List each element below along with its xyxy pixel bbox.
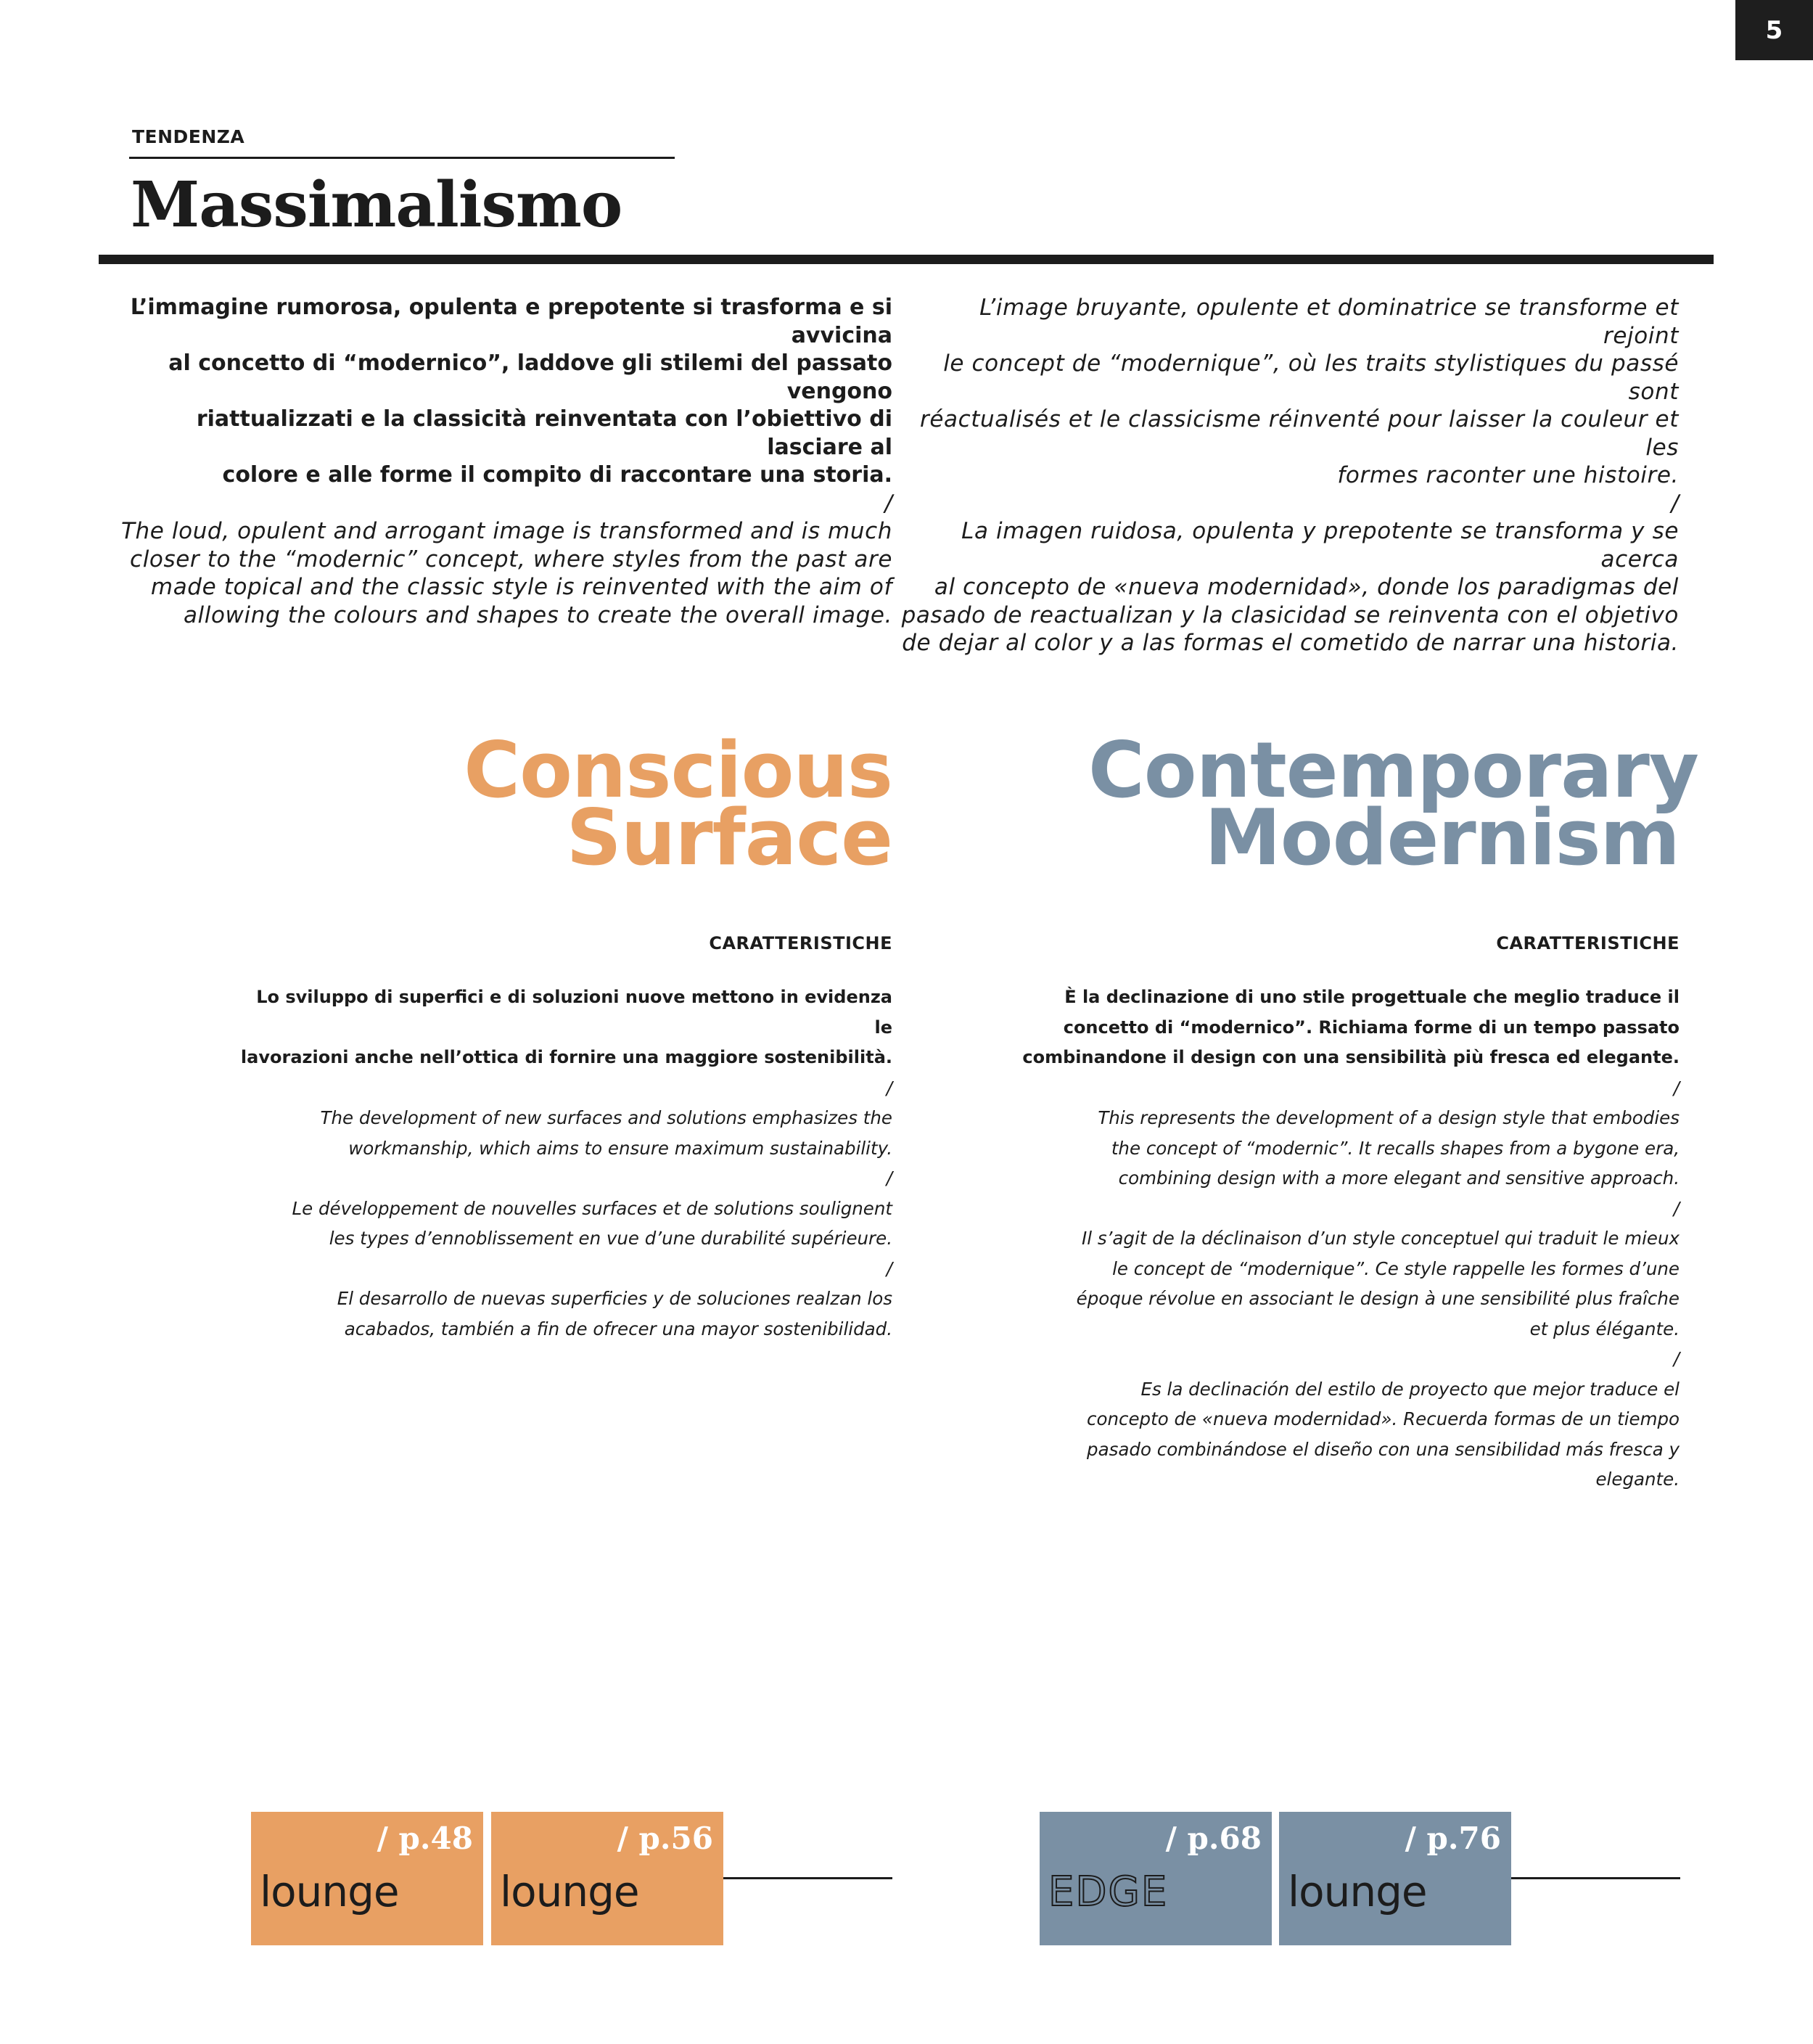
text-line: acabados, también a fin de ofrecer una mayor sostenibilidad. [344,1318,892,1339]
intro-spanish [900,517,1679,657]
text-line: concetto di “modernico”. Richiama forme di un tempo passato [1063,1017,1680,1038]
description-italian [239,982,892,1073]
description-italian [1005,982,1680,1073]
text-line: al concetto di “modernico”, laddove gli stilemi del passato vengono [168,350,892,404]
separator: / [1673,1348,1680,1369]
page-reference: / p.48 [377,1821,473,1856]
text-line: workmanship, which aims to ensure maximum sustainability. [348,1137,892,1159]
title-line: Contemporary [1088,726,1698,815]
section-rule [129,157,675,159]
text-line: formes raconter une histoire. [1337,462,1679,488]
description-french [1005,1223,1680,1344]
text-line: riattualizzati e la classicità reinventata con l’obiettivo di lasciare al [196,406,892,460]
text-line: È la declinazione di uno stile progettuale che meglio traduce il [1064,987,1680,1007]
description-french [239,1194,892,1254]
page-reference: / p.56 [617,1821,713,1856]
text-line: al concepto de «nueva modernidad», donde los paradigmas del [934,574,1679,600]
title-line: Surface [566,793,892,882]
features-heading: CARATTERISTICHE [1496,933,1680,953]
features-heading: CARATTERISTICHE [709,933,892,953]
text-line: concepto de «nueva modernidad». Recuerda formas de un tiempo [1087,1408,1680,1429]
description-spanish [1005,1374,1680,1495]
intro-english [116,517,892,629]
separator: / [886,1167,892,1189]
trend-description-contemporary-modernism [1005,982,1680,1495]
separator: / [1673,1077,1680,1099]
text-line: et plus élégante. [1529,1318,1680,1339]
text-line: de dejar al color y a las formas el cometido de narrar una historia. [902,630,1679,656]
text-line: pasado de reactualizan y la clasicidad se reinventa con el objetivo [901,602,1679,628]
trend-description-conscious-surface [239,982,892,1344]
lounge-logo: lounge [500,1867,639,1916]
separator: / [1673,1197,1680,1219]
title-line: Conscious [464,726,892,815]
separator: / [884,490,892,517]
text-line: made topical and the classic style is reinvented with the aim of [150,574,892,600]
description-english [239,1103,892,1163]
separator: / [886,1077,892,1099]
text-line: lavorazioni anche nell’ottica di fornire una maggiore sostenibilità. [240,1047,892,1067]
text-line: Le développement de nouvelles surfaces et de solutions soulignent [292,1197,892,1219]
text-line: époque révolue en associant le design à une sensibilité plus fraîche [1076,1288,1680,1309]
intro-right-column [900,294,1679,657]
text-line: allowing the colours and shapes to create the overall image. [183,602,892,628]
text-line: elegante. [1595,1469,1680,1490]
text-line: L’immagine rumorosa, opulenta e prepotente si trasforma e si avvicina [130,295,892,348]
lounge-logo: lounge [1288,1867,1427,1916]
text-line: le concept de “modernique”, où les traits stylistiques du passé sont [943,350,1679,405]
text-line: El desarrollo de nuevas superficies y de soluciones realzan los [337,1288,892,1309]
title-rule [99,255,1714,264]
separator: / [886,1257,892,1279]
separator: / [1671,490,1679,517]
section-label: TENDENZA [132,126,245,147]
description-english [1005,1103,1680,1194]
text-line: combining design with a more elegant and sensitive approach. [1118,1167,1680,1189]
text-line: The development of new surfaces and solutions emphasizes the [320,1107,892,1128]
trend-title-contemporary-modernism [1088,726,1698,882]
text-line: Il s’agit de la déclinaison d’un style conceptuel qui traduit le mieux [1082,1228,1680,1249]
lounge-logo: lounge [260,1867,399,1916]
intro-left-column [116,294,892,629]
page-number: 5 [1735,0,1813,60]
product-tile-p76[interactable] [1279,1812,1511,1945]
title-line: Modernism [1204,793,1680,882]
tile-rule [723,1877,892,1879]
text-line: The loud, opulent and arrogant image is transformed and is much [121,518,892,544]
text-line: Es la declinación del estilo de proyecto que mejor traduce el [1140,1378,1680,1400]
text-line: the concept of “modernic”. It recalls shapes from a bygone era, [1111,1137,1680,1159]
page-reference: / p.76 [1405,1821,1501,1856]
edge-logo: EDGE [1048,1868,1169,1916]
text-line: les types d’ennoblissement en vue d’une durabilité supérieure. [329,1228,892,1249]
text-line: le concept de “modernique”. Ce style rappelle les formes d’une [1112,1257,1680,1279]
product-tile-p56[interactable] [491,1812,723,1945]
intro-french [900,294,1679,490]
text-line: Lo sviluppo di superfici e di soluzioni nuove mettono in evidenza le [256,987,892,1038]
text-line: combinandone il design con una sensibilità più fresca ed elegante. [1022,1047,1680,1067]
text-line: colore e alle forme il compito di raccontare una storia. [222,462,892,488]
trend-title-conscious-surface [363,726,892,882]
tile-rule [1511,1877,1680,1879]
text-line: réactualisés et le classicisme réinventé pour laisser la couleur et les [919,406,1679,461]
text-line: closer to the “modernic” concept, where styles from the past are [130,546,892,572]
intro-italian [116,294,892,490]
text-line: This represents the development of a design style that embodies [1098,1107,1680,1128]
page-reference: / p.68 [1165,1821,1262,1856]
text-line: La imagen ruidosa, opulenta y prepotente se transforma y se acerca [961,518,1679,572]
product-tile-p48[interactable] [251,1812,483,1945]
text-line: pasado combinándose el diseño con una sensibilidad más fresca y [1087,1438,1680,1460]
product-tile-p68[interactable] [1040,1812,1272,1945]
page-title: Massimalismo [131,168,622,242]
description-spanish [239,1284,892,1344]
text-line: L’image bruyante, opulente et dominatrice se transforme et rejoint [979,295,1679,349]
